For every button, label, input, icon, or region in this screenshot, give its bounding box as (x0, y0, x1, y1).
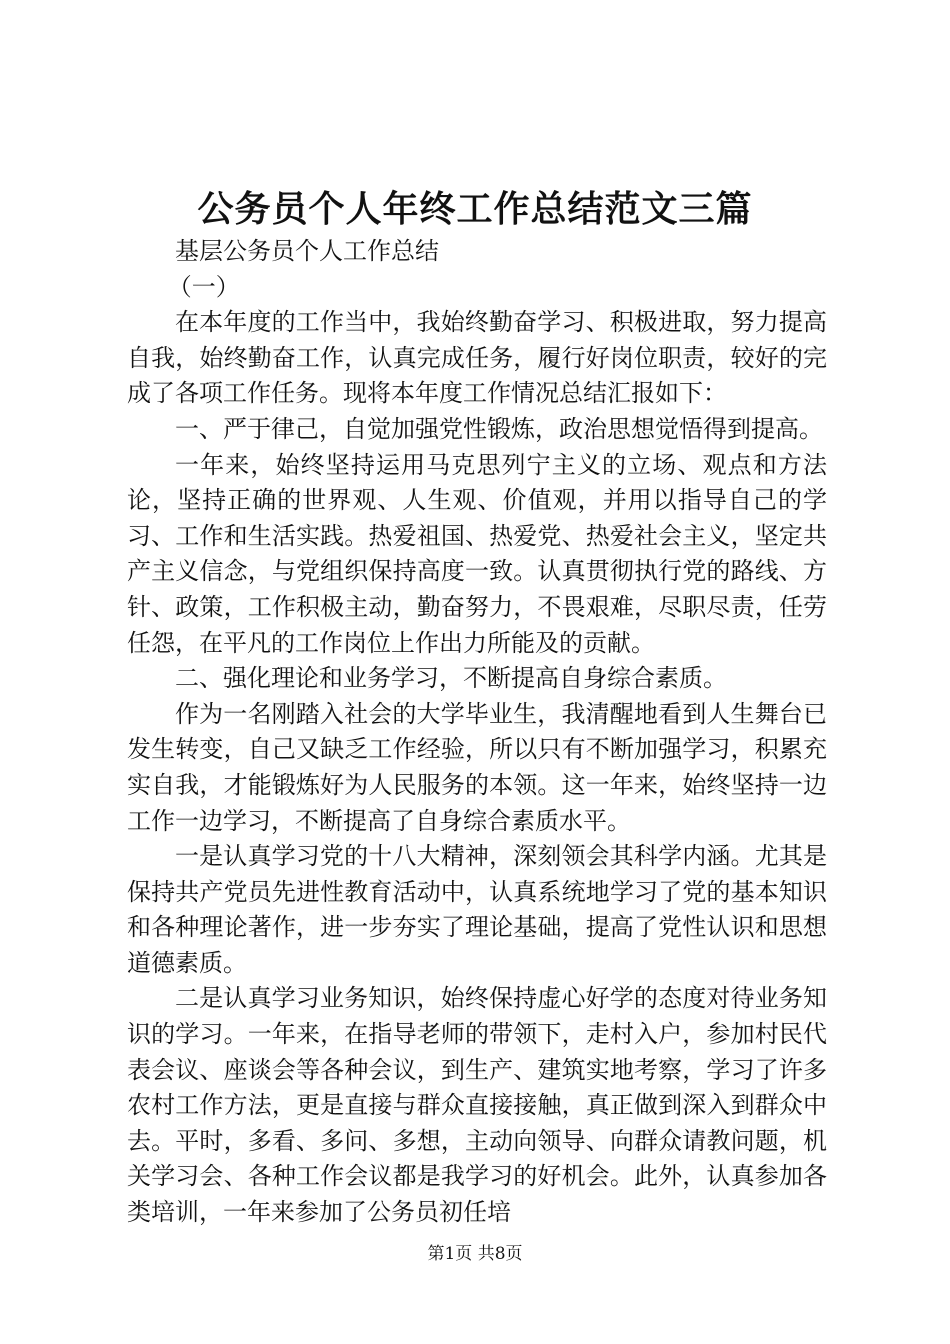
paragraph: 作为一名刚踏入社会的大学毕业生，我清醒地看到人生舞台已发生转变，自己又缺乏工作经验，所以只有不断加强学习，积累充实自我，才能锻炼好为人民服务的本领。这一年来，始终坚持一边工作一边学习，不断提高了自身综合素质水平。 (127, 699, 827, 835)
document-subtitle: 基层公务员个人工作总结 (175, 237, 439, 265)
paragraph: 一年来，始终坚持运用马克思列宁主义的立场、观点和方法论，坚持正确的世界观、人生观、价值观，并用以指导自己的学习、工作和生活实践。热爱祖国、热爱党、热爱社会主义，坚定共产主义信念，与党组织保持高度一致。认真贯彻执行党的路线、方针、政策，工作积极主动，勤奋努力，不畏艰难，尽职尽责，任劳任怨，在平凡的工作岗位上作出力所能及的贡献。 (127, 450, 827, 657)
paragraph: 一是认真学习党的十八大精神，深刻领会其科学内涵。尤其是保持共产党员先进性教育活动中，认真系统地学习了党的基本知识和各种理论著作，进一步夯实了理论基础，提高了党性认识和思想道德素质。 (127, 842, 827, 977)
section-heading: 二、强化理论和业务学习，不断提高自身综合素质。 (175, 664, 727, 693)
section-heading: 一、严于律己，自觉加强党性锻炼，政治思想觉悟得到提高。 (175, 414, 823, 443)
page-number-footer: 第1页 共8页 (427, 1244, 523, 1264)
section-marker: （一） (167, 272, 240, 301)
paragraph: 在本年度的工作当中，我始终勤奋学习、积极进取，努力提高自我，始终勤奋工作，认真完成任务，履行好岗位职责，较好的完成了各项工作任务。现将本年度工作情况总结汇报如下： (127, 308, 827, 408)
paragraph: 二是认真学习业务知识，始终保持虚心好学的态度对待业务知识的学习。一年来，在指导老师的带领下，走村入户，参加村民代表会议、座谈会等各种会议，到生产、建筑实地考察，学习了许多农村工作方法，更是直接与群众直接接触，真正做到深入到群众中去。平时，多看、多问、多想，主动向领导、向群众请教问题，机关学习会、各种工作会议都是我学习的好机会。此外，认真参加各类培训，一年来参加了公务员初任培 (127, 984, 827, 1227)
document-title: 公务员个人年终工作总结范文三篇 (197, 188, 753, 230)
document-body (127, 234, 827, 1231)
